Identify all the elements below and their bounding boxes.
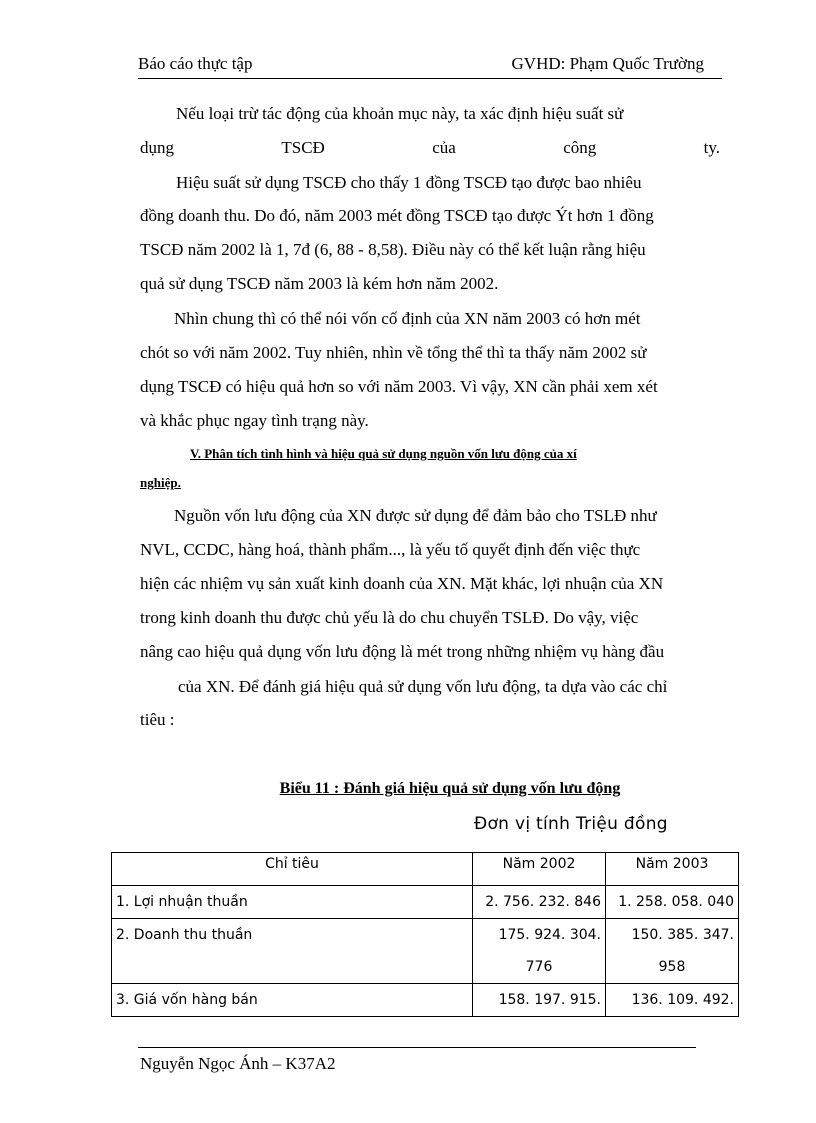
para1-word: của	[432, 138, 456, 157]
para4-line6: của XN. Để đánh giá hiệu quả sử dụng vốn lưu động, ta dựa vào các chỉ	[178, 677, 668, 696]
para4-line3: hiện các nhiệm vụ sản xuất kinh doanh của XN. Mặt khác, lợi nhuận của XN	[140, 574, 664, 593]
row-label: 1. Lợi nhuận thuần	[112, 886, 473, 919]
table-row	[112, 919, 739, 984]
para3-line1: Nhìn chung thì có thể nói vốn cố định của XN năm 2003 có hơn mét	[174, 309, 641, 328]
row-value-2003	[606, 984, 739, 1017]
row-value-2002	[473, 886, 606, 919]
row-value-2002	[473, 984, 606, 1017]
table-row	[112, 886, 739, 919]
value-line: 150. 385. 347.	[631, 927, 734, 943]
para2-line3: TSCĐ năm 2002 là 1, 7đ (6, 88 - 8,58). Điều này có thể kết luận rằng hiệu	[140, 240, 646, 259]
header-report-title: Báo cáo thực tập	[138, 54, 253, 73]
header-year-2002: Năm 2002	[473, 853, 606, 886]
para3-line3: dụng TSCĐ có hiệu quả hơn so với năm 2003. Vì vậy, XN cần phải xem xét	[140, 377, 658, 396]
row-label: 3. Giá vốn hàng bán	[112, 984, 473, 1017]
para4-line1: Nguồn vốn lưu động của XN được sử dụng để đảm bảo cho TSLĐ như	[174, 506, 657, 525]
para2-line1: Hiệu suất sử dụng TSCĐ cho thấy 1 đồng TSCĐ tạo được bao nhiêu	[176, 173, 642, 192]
row-value-2002	[473, 919, 606, 984]
section-heading-line2: nghiệp.	[140, 475, 181, 490]
footer-author: Nguyễn Ngọc Ánh – K37A2	[140, 1054, 336, 1073]
para1-word: ty.	[703, 138, 720, 157]
para4-line4: trong kinh doanh thu được chủ yếu là do chu chuyển TSLĐ. Do vậy, việc	[140, 608, 639, 627]
table-unit: Đơn vị tính Triệu đồng	[474, 814, 668, 834]
para4-line5: nâng cao hiệu quả dụng vốn lưu động là mét trong những nhiệm vụ hàng đầu	[140, 642, 665, 661]
value-line: 158. 197. 915.	[498, 992, 601, 1008]
para2-line2: đồng doanh thu. Do đó, năm 2003 mét đồng TSCĐ tạo được Ýt hơn 1 đồng	[140, 206, 654, 225]
row-value-2003	[606, 886, 739, 919]
para1-line1: Nếu loại trừ tác động của khoản mục này, ta xác định hiệu suất sử	[176, 104, 624, 123]
para4-line7: tiêu :	[140, 710, 175, 729]
header-indicator: Chỉ tiêu	[112, 853, 473, 886]
row-value-2003	[606, 919, 739, 984]
para1-word: dụng	[140, 138, 174, 157]
para2-line4: quả sử dụng TSCĐ năm 2003 là kém hơn năm 2002.	[140, 274, 499, 293]
table-header-row	[112, 853, 739, 886]
para1-word: công	[563, 138, 597, 157]
section-heading-line1: V. Phân tích tình hình và hiệu quả sử dụng nguồn vốn lưu động của xí	[190, 446, 577, 461]
value-line: 136. 109. 492.	[631, 992, 734, 1008]
para4-line2: NVL, CCDC, hàng hoá, thành phẩm..., là yếu tố quyết định đến việc thực	[140, 540, 641, 559]
para1-word: TSCĐ	[281, 138, 325, 157]
value-line: 776	[525, 959, 553, 975]
table-row	[112, 984, 739, 1017]
value-line: 958	[658, 959, 686, 975]
para1-line2	[140, 138, 720, 158]
table-caption: Biểu 11 : Đánh giá hiệu quả sử dụng vốn lưu động	[279, 780, 621, 797]
para3-line4: và khắc phục ngay tình trạng này.	[140, 411, 369, 430]
footer-rule	[138, 1047, 696, 1048]
value-line: 2. 756. 232. 846	[485, 894, 601, 910]
page-header	[138, 52, 722, 79]
para3-line2: chót so với năm 2002. Tuy nhiên, nhìn về tổng thể thì ta thấy năm 2002 sử	[140, 343, 647, 362]
row-label: 2. Doanh thu thuần	[112, 919, 473, 984]
evaluation-table	[111, 852, 739, 1017]
header-supervisor: GVHD: Phạm Quốc Trường	[511, 54, 704, 73]
header-year-2003: Năm 2003	[606, 853, 739, 886]
value-line: 175. 924. 304.	[498, 927, 601, 943]
value-line: 1. 258. 058. 040	[618, 894, 734, 910]
